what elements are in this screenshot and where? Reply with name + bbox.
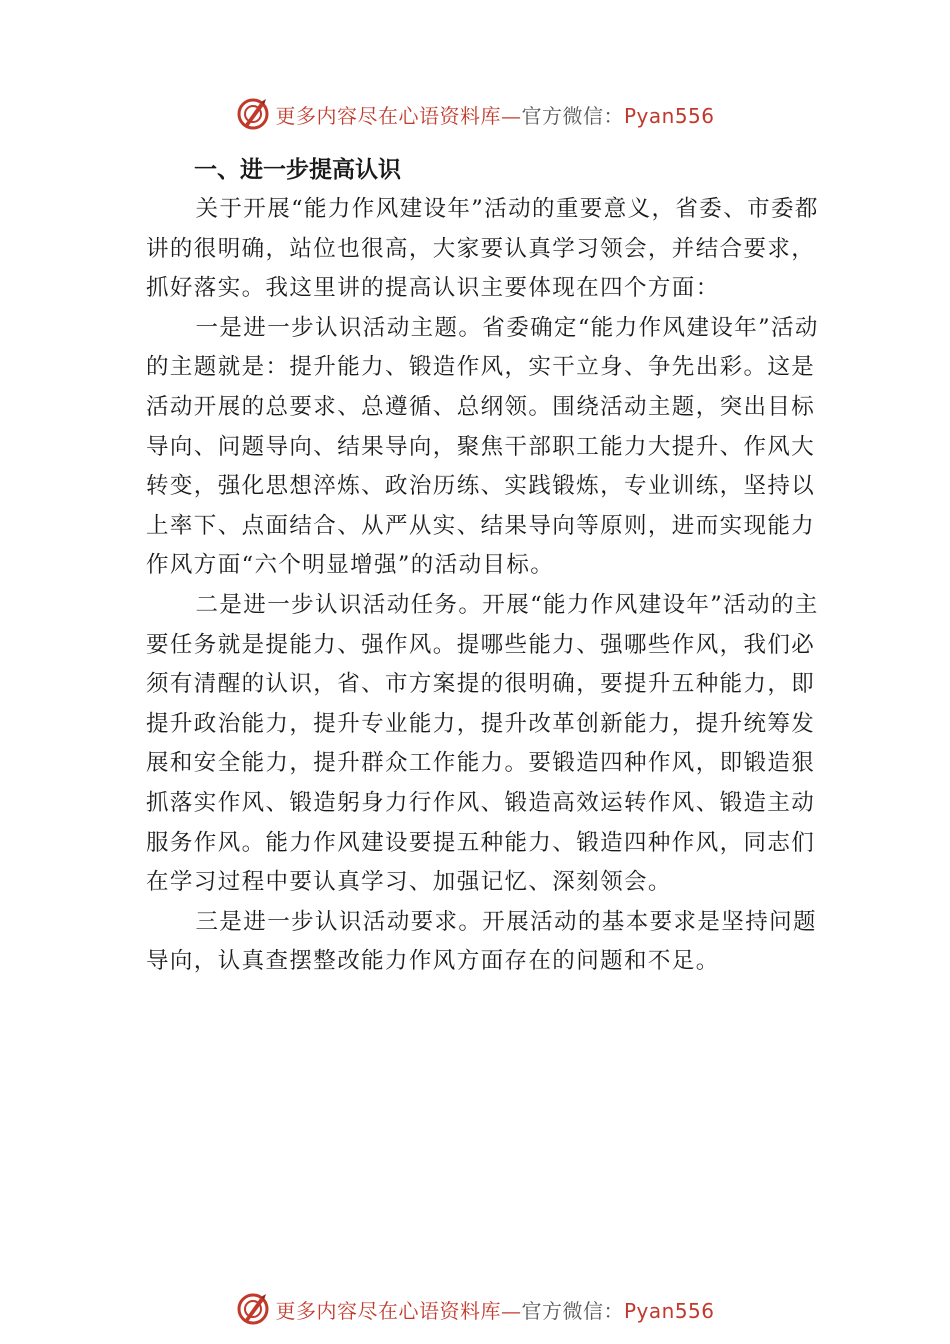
- banner-slogan: 更多内容尽在心语资料库: [275, 1298, 501, 1323]
- paragraph-theme: 一是进一步认识活动主题。省委确定“能力作风建设年”活动的主题就是：提升能力、锻造作风，实干立身、争先出彩。这是活动开展的总要求、总遵循、总纲领。围绕活动主题，突出目标导向、问题导向、结果导向，聚焦干部职工能力大提升、作风大转变，强化思想淬炼、政治历练、实践锻炼，专业训练，坚持以上率下、点面结合、从严从实、结果导向等原则，进而实现能力作风方面“六个明显增强”的活动目标。: [146, 314, 819, 579]
- banner-official-label: 官方微信：: [521, 1298, 624, 1323]
- paragraph-tasks: 二是进一步认识活动任务。开展“能力作风建设年”活动的主要任务就是提能力、强作风。提哪些能力、强哪些作风，我们必须有清醒的认识，省、市方案提的很明确，要提升五种能力，即提升政治能力，提升专业能力，提升改革创新能力，提升统筹发展和安全能力，提升群众工作能力。要锻造四种作风，即锻造狠抓落实作风、锻造躬身力行作风、锻造高效运转作风、锻造主动服务作风。能力作风建设要提五种能力、锻造四种作风，同志们在学习过程中要认真学习、加强记忆、深刻领会。: [146, 591, 819, 896]
- banner-official-label: 官方微信：: [521, 103, 624, 128]
- banner-dash: —: [500, 103, 522, 128]
- paragraph-intro: 关于开展“能力作风建设年”活动的重要意义，省委、市委都讲的很明确，站位也很高，大家要认真学习领会，并结合要求，抓好落实。我这里讲的提高认识主要体现在四个方面：: [146, 196, 819, 302]
- section-heading: 一、进一步提高认识: [194, 157, 401, 183]
- banner-text: [275, 100, 714, 129]
- banner-wechat-id: Pyan556: [623, 1298, 715, 1323]
- quill-pen-logo-icon: [235, 96, 271, 132]
- header-banner: [0, 92, 950, 136]
- footer-banner: [0, 1287, 950, 1331]
- paragraph-requirements: 三是进一步认识活动要求。开展活动的基本要求是坚持问题导向，认真查摆整改能力作风方面存在的问题和不足。: [146, 908, 817, 975]
- banner-slogan: 更多内容尽在心语资料库: [275, 103, 501, 128]
- banner-dash: —: [500, 1298, 522, 1323]
- banner-wechat-id: Pyan556: [623, 103, 715, 128]
- document-body: [146, 150, 836, 982]
- quill-pen-logo-icon: [235, 1291, 271, 1327]
- banner-text: [275, 1295, 714, 1324]
